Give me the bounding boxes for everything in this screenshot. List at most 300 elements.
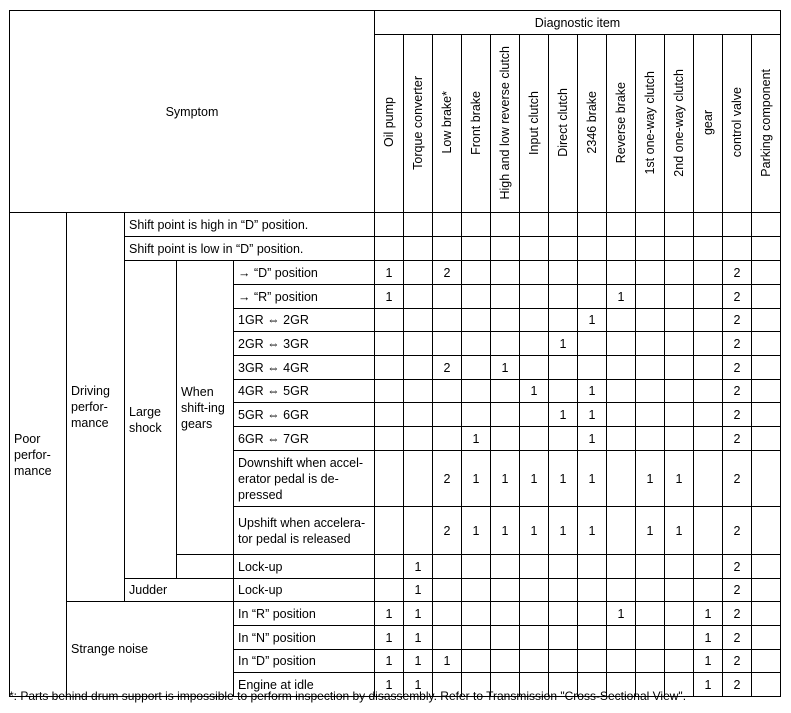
table-cell — [462, 380, 491, 403]
table-cell: 2 — [723, 285, 752, 309]
table-cell: 1 — [578, 309, 607, 332]
row-label: Shift point is low in “D” position. — [125, 237, 375, 261]
table-cell — [636, 427, 665, 451]
diagnostic-item-header: Diagnostic item — [375, 11, 781, 35]
table-cell — [694, 579, 723, 602]
table-cell: 1 — [404, 602, 433, 626]
column-header-label: Reverse brake — [614, 81, 628, 164]
table-cell: 1 — [520, 507, 549, 555]
table-cell: 1 — [694, 650, 723, 673]
table-cell — [607, 427, 636, 451]
table-cell — [462, 285, 491, 309]
table-cell — [694, 555, 723, 579]
table-cell: 1 — [665, 507, 694, 555]
table-cell: 2 — [723, 673, 752, 697]
table-row — [10, 237, 781, 261]
table-cell — [433, 285, 462, 309]
table-cell — [665, 237, 694, 261]
table-cell — [636, 285, 665, 309]
table-cell: 1 — [404, 579, 433, 602]
table-cell — [665, 356, 694, 380]
table-cell: 2 — [723, 507, 752, 555]
table-cell: 1 — [520, 451, 549, 507]
blank-cell — [177, 555, 234, 579]
column-header-14 — [752, 35, 781, 213]
table-cell — [752, 403, 781, 427]
column-header-12 — [694, 35, 723, 213]
table-cell — [404, 309, 433, 332]
table-cell — [607, 332, 636, 356]
table-cell — [491, 427, 520, 451]
table-cell: 1 — [578, 427, 607, 451]
table-cell — [578, 332, 607, 356]
table-cell: 2 — [433, 507, 462, 555]
table-cell — [607, 380, 636, 403]
table-cell — [549, 427, 578, 451]
row-label: → “R” position — [234, 285, 375, 309]
table-cell — [549, 213, 578, 237]
table-cell — [549, 309, 578, 332]
table-cell — [375, 555, 404, 579]
table-cell — [375, 507, 404, 555]
table-cell — [607, 403, 636, 427]
footnote: *: Parts behind drum support is impossible to perform inspection by disassembly. Refer to Transmission "Cross-Sectional View". — [9, 689, 687, 703]
table-cell — [491, 579, 520, 602]
table-cell — [491, 650, 520, 673]
table-cell — [607, 555, 636, 579]
table-cell — [752, 673, 781, 697]
table-cell: 1 — [375, 261, 404, 285]
table-cell — [665, 380, 694, 403]
row-label: 1GR ⇔ 2GR — [234, 309, 375, 332]
table-cell — [636, 380, 665, 403]
table-cell: 1 — [694, 626, 723, 650]
table-cell: 1 — [636, 507, 665, 555]
table-cell — [375, 403, 404, 427]
table-cell — [462, 261, 491, 285]
table-cell — [549, 261, 578, 285]
row-label: → “D” position — [234, 261, 375, 285]
table-cell — [694, 356, 723, 380]
table-cell — [578, 237, 607, 261]
table-cell — [607, 579, 636, 602]
table-cell: 1 — [491, 507, 520, 555]
table-cell — [752, 213, 781, 237]
table-cell — [404, 213, 433, 237]
table-cell: 1 — [433, 650, 462, 673]
table-cell — [375, 579, 404, 602]
table-cell — [462, 309, 491, 332]
table-cell — [607, 213, 636, 237]
group-poor-performance: Poor perfor-mance — [10, 213, 67, 697]
table-cell — [375, 237, 404, 261]
table-cell — [520, 356, 549, 380]
column-header-8 — [578, 35, 607, 213]
table-cell: 1 — [694, 602, 723, 626]
table-cell — [462, 555, 491, 579]
table-cell — [665, 403, 694, 427]
table-cell — [752, 602, 781, 626]
table-cell — [578, 261, 607, 285]
table-cell — [462, 213, 491, 237]
table-cell: 2 — [723, 427, 752, 451]
table-cell — [375, 451, 404, 507]
table-cell — [549, 626, 578, 650]
table-cell: 2 — [723, 650, 752, 673]
table-cell — [375, 309, 404, 332]
table-cell — [636, 261, 665, 285]
column-header-13 — [723, 35, 752, 213]
table-cell — [723, 237, 752, 261]
table-cell — [462, 356, 491, 380]
table-cell — [462, 332, 491, 356]
table-cell — [665, 332, 694, 356]
table-cell — [549, 356, 578, 380]
table-cell — [549, 285, 578, 309]
column-header-2 — [404, 35, 433, 213]
table-cell — [404, 285, 433, 309]
table-cell — [462, 650, 491, 673]
table-cell — [665, 213, 694, 237]
table-cell: 1 — [578, 380, 607, 403]
table-cell: 1 — [549, 507, 578, 555]
table-cell: 1 — [520, 380, 549, 403]
table-cell — [549, 555, 578, 579]
table-cell: 2 — [433, 261, 462, 285]
table-row — [10, 261, 781, 285]
table-cell — [520, 261, 549, 285]
table-cell: 2 — [723, 403, 752, 427]
table-cell — [752, 285, 781, 309]
table-cell: 2 — [723, 309, 752, 332]
column-header-label: Low brake* — [440, 91, 454, 154]
table-cell — [665, 427, 694, 451]
column-header-label: 2nd one-way clutch — [672, 68, 686, 177]
table-cell — [433, 626, 462, 650]
table-cell — [665, 650, 694, 673]
column-header-label: Direct clutch — [556, 88, 570, 157]
table-cell — [433, 427, 462, 451]
table-cell — [665, 555, 694, 579]
table-cell: 1 — [665, 451, 694, 507]
column-header-label: Input clutch — [527, 90, 541, 155]
table-cell: 2 — [723, 555, 752, 579]
table-cell — [462, 237, 491, 261]
table-cell — [694, 507, 723, 555]
table-cell — [462, 403, 491, 427]
table-cell — [752, 427, 781, 451]
column-header-11 — [665, 35, 694, 213]
row-label: Shift point is high in “D” position. — [125, 213, 375, 237]
column-header-10 — [636, 35, 665, 213]
column-header-label: Front brake — [469, 90, 483, 155]
table-cell: 2 — [723, 579, 752, 602]
table-cell: 1 — [694, 673, 723, 697]
table-cell — [375, 332, 404, 356]
table-cell: 1 — [462, 451, 491, 507]
table-row — [10, 602, 781, 626]
table-cell — [520, 237, 549, 261]
table-cell: 1 — [549, 332, 578, 356]
table-cell — [491, 555, 520, 579]
table-cell — [520, 602, 549, 626]
table-cell — [636, 356, 665, 380]
table-cell — [578, 213, 607, 237]
column-header-5 — [491, 35, 520, 213]
table-cell: 1 — [491, 356, 520, 380]
table-cell — [752, 356, 781, 380]
column-header-3 — [433, 35, 462, 213]
row-label: Lock-up — [234, 579, 375, 602]
table-cell — [636, 579, 665, 602]
table-cell — [694, 380, 723, 403]
table-cell — [491, 626, 520, 650]
table-cell: 1 — [375, 602, 404, 626]
table-cell: 1 — [578, 451, 607, 507]
diagnostic-table — [9, 10, 781, 697]
column-header-label: 2346 brake — [585, 91, 599, 154]
table-cell — [636, 403, 665, 427]
column-header-label: gear — [701, 109, 715, 136]
row-label: In “D” position — [234, 650, 375, 673]
symptom-header: Symptom — [10, 11, 375, 213]
column-header-label: Oil pump — [382, 97, 396, 148]
table-cell: 2 — [723, 602, 752, 626]
column-header-label: control valve — [730, 87, 744, 158]
table-cell: 1 — [375, 673, 404, 697]
table-cell — [404, 451, 433, 507]
column-header-7 — [549, 35, 578, 213]
column-header-label: Parking component — [759, 68, 773, 177]
table-cell — [636, 213, 665, 237]
table-cell — [404, 427, 433, 451]
table-cell — [578, 555, 607, 579]
table-cell — [607, 507, 636, 555]
table-cell — [694, 451, 723, 507]
column-header-6 — [520, 35, 549, 213]
table-cell — [607, 309, 636, 332]
table-cell — [491, 602, 520, 626]
table-cell — [520, 332, 549, 356]
table-cell — [752, 309, 781, 332]
column-header-4 — [462, 35, 491, 213]
table-cell — [694, 403, 723, 427]
table-cell — [433, 602, 462, 626]
table-cell — [404, 356, 433, 380]
table-cell: 2 — [433, 356, 462, 380]
column-header-label: High and low reverse clutch — [498, 45, 512, 200]
table-cell: 1 — [404, 555, 433, 579]
table-cell — [491, 309, 520, 332]
table-cell: 2 — [723, 451, 752, 507]
table-cell — [752, 579, 781, 602]
table-cell — [694, 237, 723, 261]
table-cell — [520, 285, 549, 309]
row-label: Downshift when accel-erator pedal is de-pressed — [234, 451, 375, 507]
row-label: 2GR ⇔ 3GR — [234, 332, 375, 356]
table-cell — [404, 237, 433, 261]
table-cell — [578, 356, 607, 380]
group-driving-performance: Driving perfor-mance — [67, 213, 125, 602]
table-cell: 1 — [636, 451, 665, 507]
table-cell — [375, 356, 404, 380]
table-cell — [694, 427, 723, 451]
table-cell — [607, 261, 636, 285]
table-cell — [491, 403, 520, 427]
table-cell — [607, 650, 636, 673]
table-cell — [433, 579, 462, 602]
table-cell — [694, 261, 723, 285]
table-cell — [520, 403, 549, 427]
table-cell — [578, 285, 607, 309]
table-cell — [433, 309, 462, 332]
table-cell — [462, 602, 491, 626]
row-label: Engine at idle — [234, 673, 375, 697]
column-header-label: Torque converter — [411, 75, 425, 170]
table-cell — [520, 626, 549, 650]
table-cell — [578, 602, 607, 626]
table-cell — [491, 213, 520, 237]
table-cell — [433, 237, 462, 261]
table-cell: 2 — [433, 451, 462, 507]
table-cell — [549, 650, 578, 673]
table-cell — [520, 213, 549, 237]
table-cell — [752, 332, 781, 356]
table-cell — [491, 261, 520, 285]
table-cell: 2 — [723, 380, 752, 403]
row-label: 5GR ⇔ 6GR — [234, 403, 375, 427]
table-cell — [694, 332, 723, 356]
table-cell: 1 — [375, 285, 404, 309]
table-cell — [723, 213, 752, 237]
table-cell — [607, 237, 636, 261]
table-cell — [752, 451, 781, 507]
table-cell: 1 — [607, 285, 636, 309]
row-label: In “R” position — [234, 602, 375, 626]
column-header-label: 1st one-way clutch — [643, 70, 657, 175]
table-cell — [752, 261, 781, 285]
table-cell: 1 — [375, 650, 404, 673]
table-cell — [636, 555, 665, 579]
table-cell — [404, 332, 433, 356]
table-cell: 2 — [723, 626, 752, 650]
table-cell — [752, 626, 781, 650]
table-cell — [375, 380, 404, 403]
table-row — [10, 579, 781, 602]
table-cell — [433, 380, 462, 403]
table-cell — [665, 602, 694, 626]
table-cell — [491, 285, 520, 309]
table-cell — [752, 650, 781, 673]
table-cell: 1 — [404, 650, 433, 673]
table-cell — [549, 380, 578, 403]
table-row — [10, 213, 781, 237]
table-cell: 1 — [578, 403, 607, 427]
table-cell — [520, 555, 549, 579]
table-cell — [694, 213, 723, 237]
table-cell — [578, 626, 607, 650]
table-cell — [752, 555, 781, 579]
table-cell — [404, 403, 433, 427]
group-when-shifting-gears: When shift-ing gears — [177, 261, 234, 555]
table-cell — [433, 555, 462, 579]
table-cell — [404, 507, 433, 555]
table-cell — [694, 285, 723, 309]
table-cell — [636, 237, 665, 261]
table-cell: 1 — [491, 451, 520, 507]
column-header-9 — [607, 35, 636, 213]
table-cell — [462, 579, 491, 602]
table-cell — [375, 427, 404, 451]
row-label: In “N” position — [234, 626, 375, 650]
table-cell — [578, 579, 607, 602]
table-cell — [636, 332, 665, 356]
group-judder: Judder — [125, 579, 234, 602]
table-cell — [607, 451, 636, 507]
table-cell — [665, 579, 694, 602]
table-cell — [375, 213, 404, 237]
table-cell — [433, 213, 462, 237]
table-cell — [549, 237, 578, 261]
table-cell — [520, 650, 549, 673]
table-cell — [404, 380, 433, 403]
table-cell — [607, 356, 636, 380]
table-cell — [752, 380, 781, 403]
table-cell — [665, 285, 694, 309]
table-cell — [665, 309, 694, 332]
row-label: Lock-up — [234, 555, 375, 579]
table-cell — [549, 602, 578, 626]
table-cell — [636, 602, 665, 626]
table-cell — [433, 403, 462, 427]
table-cell — [665, 626, 694, 650]
table-cell: 2 — [723, 261, 752, 285]
table-cell — [694, 309, 723, 332]
table-cell — [491, 237, 520, 261]
table-cell — [665, 261, 694, 285]
row-label: 3GR ⇔ 4GR — [234, 356, 375, 380]
table-cell: 1 — [549, 403, 578, 427]
table-cell: 1 — [375, 626, 404, 650]
table-cell: 1 — [549, 451, 578, 507]
table-cell: 1 — [462, 427, 491, 451]
table-cell — [549, 579, 578, 602]
table-cell: 1 — [404, 626, 433, 650]
table-cell — [520, 427, 549, 451]
table-cell: 1 — [607, 602, 636, 626]
table-cell: 2 — [723, 356, 752, 380]
table-cell — [636, 650, 665, 673]
group-strange-noise: Strange noise — [67, 602, 234, 697]
table-cell: 1 — [404, 673, 433, 697]
table-cell — [607, 626, 636, 650]
column-header-1 — [375, 35, 404, 213]
row-label: Upshift when accelera-tor pedal is released — [234, 507, 375, 555]
table-cell — [520, 309, 549, 332]
table-cell — [433, 332, 462, 356]
table-cell — [491, 380, 520, 403]
table-cell — [578, 650, 607, 673]
table-cell: 1 — [578, 507, 607, 555]
table-cell — [491, 332, 520, 356]
row-label: 6GR ⇔ 7GR — [234, 427, 375, 451]
table-cell: 1 — [462, 507, 491, 555]
row-label: 4GR ⇔ 5GR — [234, 380, 375, 403]
table-cell: 2 — [723, 332, 752, 356]
table-cell — [520, 579, 549, 602]
table-cell — [462, 626, 491, 650]
table-cell — [404, 261, 433, 285]
